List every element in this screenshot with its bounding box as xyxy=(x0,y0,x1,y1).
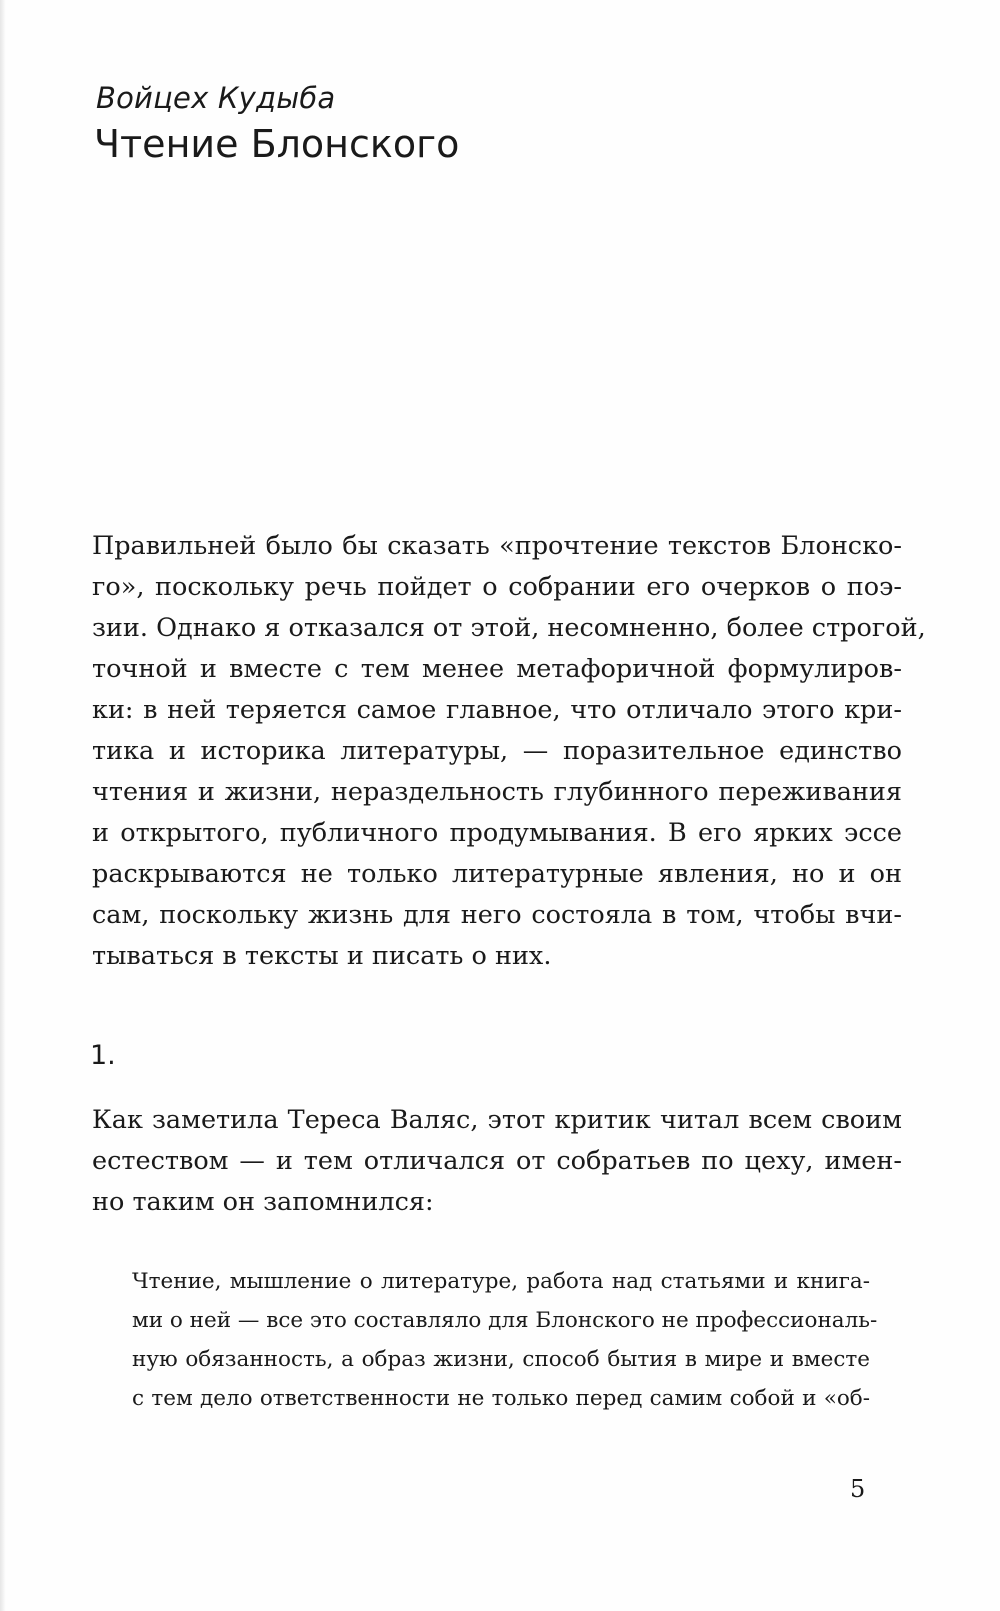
section-line: но таким он запомнился: xyxy=(92,1187,434,1217)
page-number: 5 xyxy=(850,1475,866,1503)
intro-line: го», поскольку речь пойдет о собрании его очерков о поэ- xyxy=(92,572,902,602)
intro-line: сам, поскольку жизнь для него состояла в том, чтобы вчи- xyxy=(92,900,902,930)
intro-line: раскрываются не только литературные явления, но и он xyxy=(92,859,902,889)
section-line: естеством — и тем отличался от собратьев по цеху, имен- xyxy=(92,1146,902,1176)
chapter-title: Чтение Блонского xyxy=(94,122,460,166)
quote-line: ную обязанность, а образ жизни, способ бытия в мире и вместе xyxy=(132,1347,870,1372)
author-name: Войцех Кудыба xyxy=(96,81,336,115)
intro-line: тика и историка литературы, — поразительное единство xyxy=(92,736,902,766)
intro-line: ки: в ней теряется самое главное, что отличало этого кри- xyxy=(92,695,902,725)
quote-line: с тем дело ответственности не только перед самим собой и «об- xyxy=(132,1386,870,1411)
section-number: 1. xyxy=(90,1040,116,1071)
intro-line: и открытого, публичного продумывания. В его ярких эссе xyxy=(92,818,902,848)
intro-line: точной и вместе с тем менее метафоричной формулиров- xyxy=(92,654,902,684)
section-line: Как заметила Тереса Валяс, этот критик читал всем своим xyxy=(92,1105,902,1135)
quote-line: Чтение, мышление о литературе, работа над статьями и книга- xyxy=(132,1269,870,1294)
page-edge-shadow xyxy=(0,0,6,1611)
quote-line: ми о ней — все это составляло для Блонского не профессиональ- xyxy=(132,1308,878,1333)
intro-line: тываться в тексты и писать о них. xyxy=(92,941,552,971)
intro-line: зии. Однако я отказался от этой, несомненно, более строгой, xyxy=(92,613,926,643)
intro-line: Правильней было бы сказать «прочтение текстов Блонско- xyxy=(92,531,902,561)
intro-line: чтения и жизни, нераздельность глубинного переживания xyxy=(92,777,902,807)
